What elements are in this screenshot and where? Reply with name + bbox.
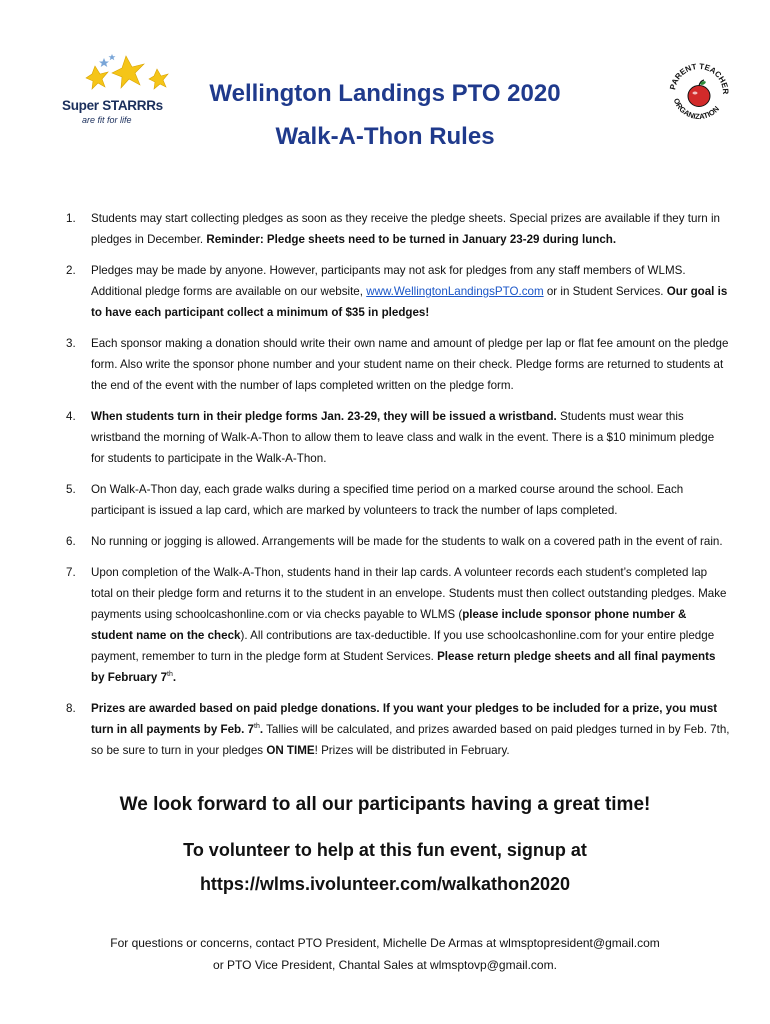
contact-line-vice-president: or PTO Vice President, Chantal Sales at wlmsptovp@gmail.com.: [213, 958, 557, 972]
rule-bold-text: please include sponsor phone number & student name on the check: [91, 608, 687, 642]
page-title: Wellington Landings PTO 2020: [209, 80, 561, 107]
rule-item: [66, 531, 730, 552]
rule-text: ! Prizes will be distributed in February.: [314, 744, 510, 757]
rule-number: 3.: [66, 337, 76, 350]
rule-number: 5.: [66, 483, 76, 496]
superscript: th: [167, 671, 173, 679]
website-link[interactable]: www.WellingtonLandingsPTO.com: [366, 285, 544, 298]
rule-text: Students may start collecting pledges as soon as they receive the pledge sheets. Special prizes are available if they turn in pledges in December.: [91, 212, 720, 246]
superscript: th: [254, 723, 260, 731]
rule-text: Students must wear this wristband the morning of Walk-A-Thon to allow them to leave class and walk in the event. There is a $10 minimum pledge for students to participate in the Walk-A-Thon.: [91, 410, 715, 465]
rule-bold-text: .: [259, 723, 264, 736]
logo-tagline: are fit for life: [82, 115, 132, 125]
rule-text: Pledges may be made by anyone. However, participants may not ask for pledges from any staff members of WLMS. Additional pledge forms are available on our website,: [91, 264, 686, 298]
rule-bold-text: Prizes are awarded based on paid pledge donations. If you want your pledges to be included for a prize, you must turn in all payments by Feb. 7: [91, 702, 718, 736]
rule-number: 1.: [66, 212, 76, 225]
rule-item: [66, 562, 730, 688]
rule-bold-text: When students turn in their pledge forms Jan. 23-29, they will be issued a wristband.: [91, 410, 557, 423]
rule-bold-text: ON TIME: [266, 744, 315, 757]
rule-text: Each sponsor making a donation should write their own name and amount of pledge per lap or flat fee amount on the pledge form. Also write the sponsor phone number and your student name on their check. Pledge forms are returned to students at the end of the event with the number of laps completed written on the pledge form.: [91, 337, 729, 392]
rule-number: 8.: [66, 702, 76, 715]
svg-text:ORGANIZATION: ORGANIZATION: [671, 97, 721, 122]
rule-text: On Walk-A-Thon day, each grade walks during a specified time period on a marked course around the school. Each participant is issued a lap card, which are marked by volunteers to track the number of laps completed.: [91, 483, 684, 517]
rule-bold-text: Reminder: Pledge sheets need to be turned in January 23-29 during lunch.: [206, 233, 617, 246]
volunteer-link[interactable]: https://wlms.ivolunteer.com/walkathon2020: [199, 874, 571, 894]
contact-line-president: For questions or concerns, contact PTO President, Michelle De Armas at wlmsptopresident@gmail.com: [110, 936, 660, 950]
logo-brand-text: Super STARRRs: [62, 98, 163, 113]
rule-item: [66, 260, 730, 323]
rule-text: ). All contributions are tax-deductible. If you use schoolcashonline.com for your entire pledge payment, remember to turn in the pledge form at Student Services.: [91, 629, 715, 663]
rule-item: [66, 479, 730, 521]
volunteer-prompt: To volunteer to help at this fun event, signup at: [183, 840, 587, 860]
rule-number: 4.: [66, 410, 76, 423]
rule-item: [66, 333, 730, 396]
rule-bold-text: .: [172, 671, 177, 684]
rule-text: Upon completion of the Walk-A-Thon, students hand in their lap cards. A volunteer records each student’s completed lap total on their pledge form and returns it to the student in an envelope. Students must then collect outstanding pledges. Make payments using schoolcashonline.com or via checks payable to WLMS (: [91, 566, 727, 621]
closing-message: We look forward to all our participants having a great time!: [119, 794, 651, 815]
rule-text: or in Student Services.: [543, 285, 667, 298]
rules-list: [66, 208, 730, 771]
rule-item: [66, 698, 730, 761]
rule-item: [66, 208, 730, 250]
rule-number: 2.: [66, 264, 76, 277]
rule-number: 7.: [66, 566, 76, 579]
rule-bold-text: Please return pledge sheets and all final payments by February 7: [91, 650, 716, 684]
svg-text:PARENT TEACHER: PARENT TEACHER: [668, 61, 731, 95]
rule-text: No running or jogging is allowed. Arrangements will be made for the students to walk on a covered path in the event of rain.: [91, 535, 723, 548]
rule-bold-text: Our goal is to have each participant collect a minimum of $35 in pledges!: [91, 285, 728, 319]
rule-item: [66, 406, 730, 469]
rule-text: Tallies will be calculated, and prizes awarded based on paid pledges turned in by Feb. 7th, so be sure to turn in your pledges: [91, 723, 730, 757]
page-subtitle: Walk-A-Thon Rules: [275, 123, 495, 150]
rule-number: 6.: [66, 535, 76, 548]
